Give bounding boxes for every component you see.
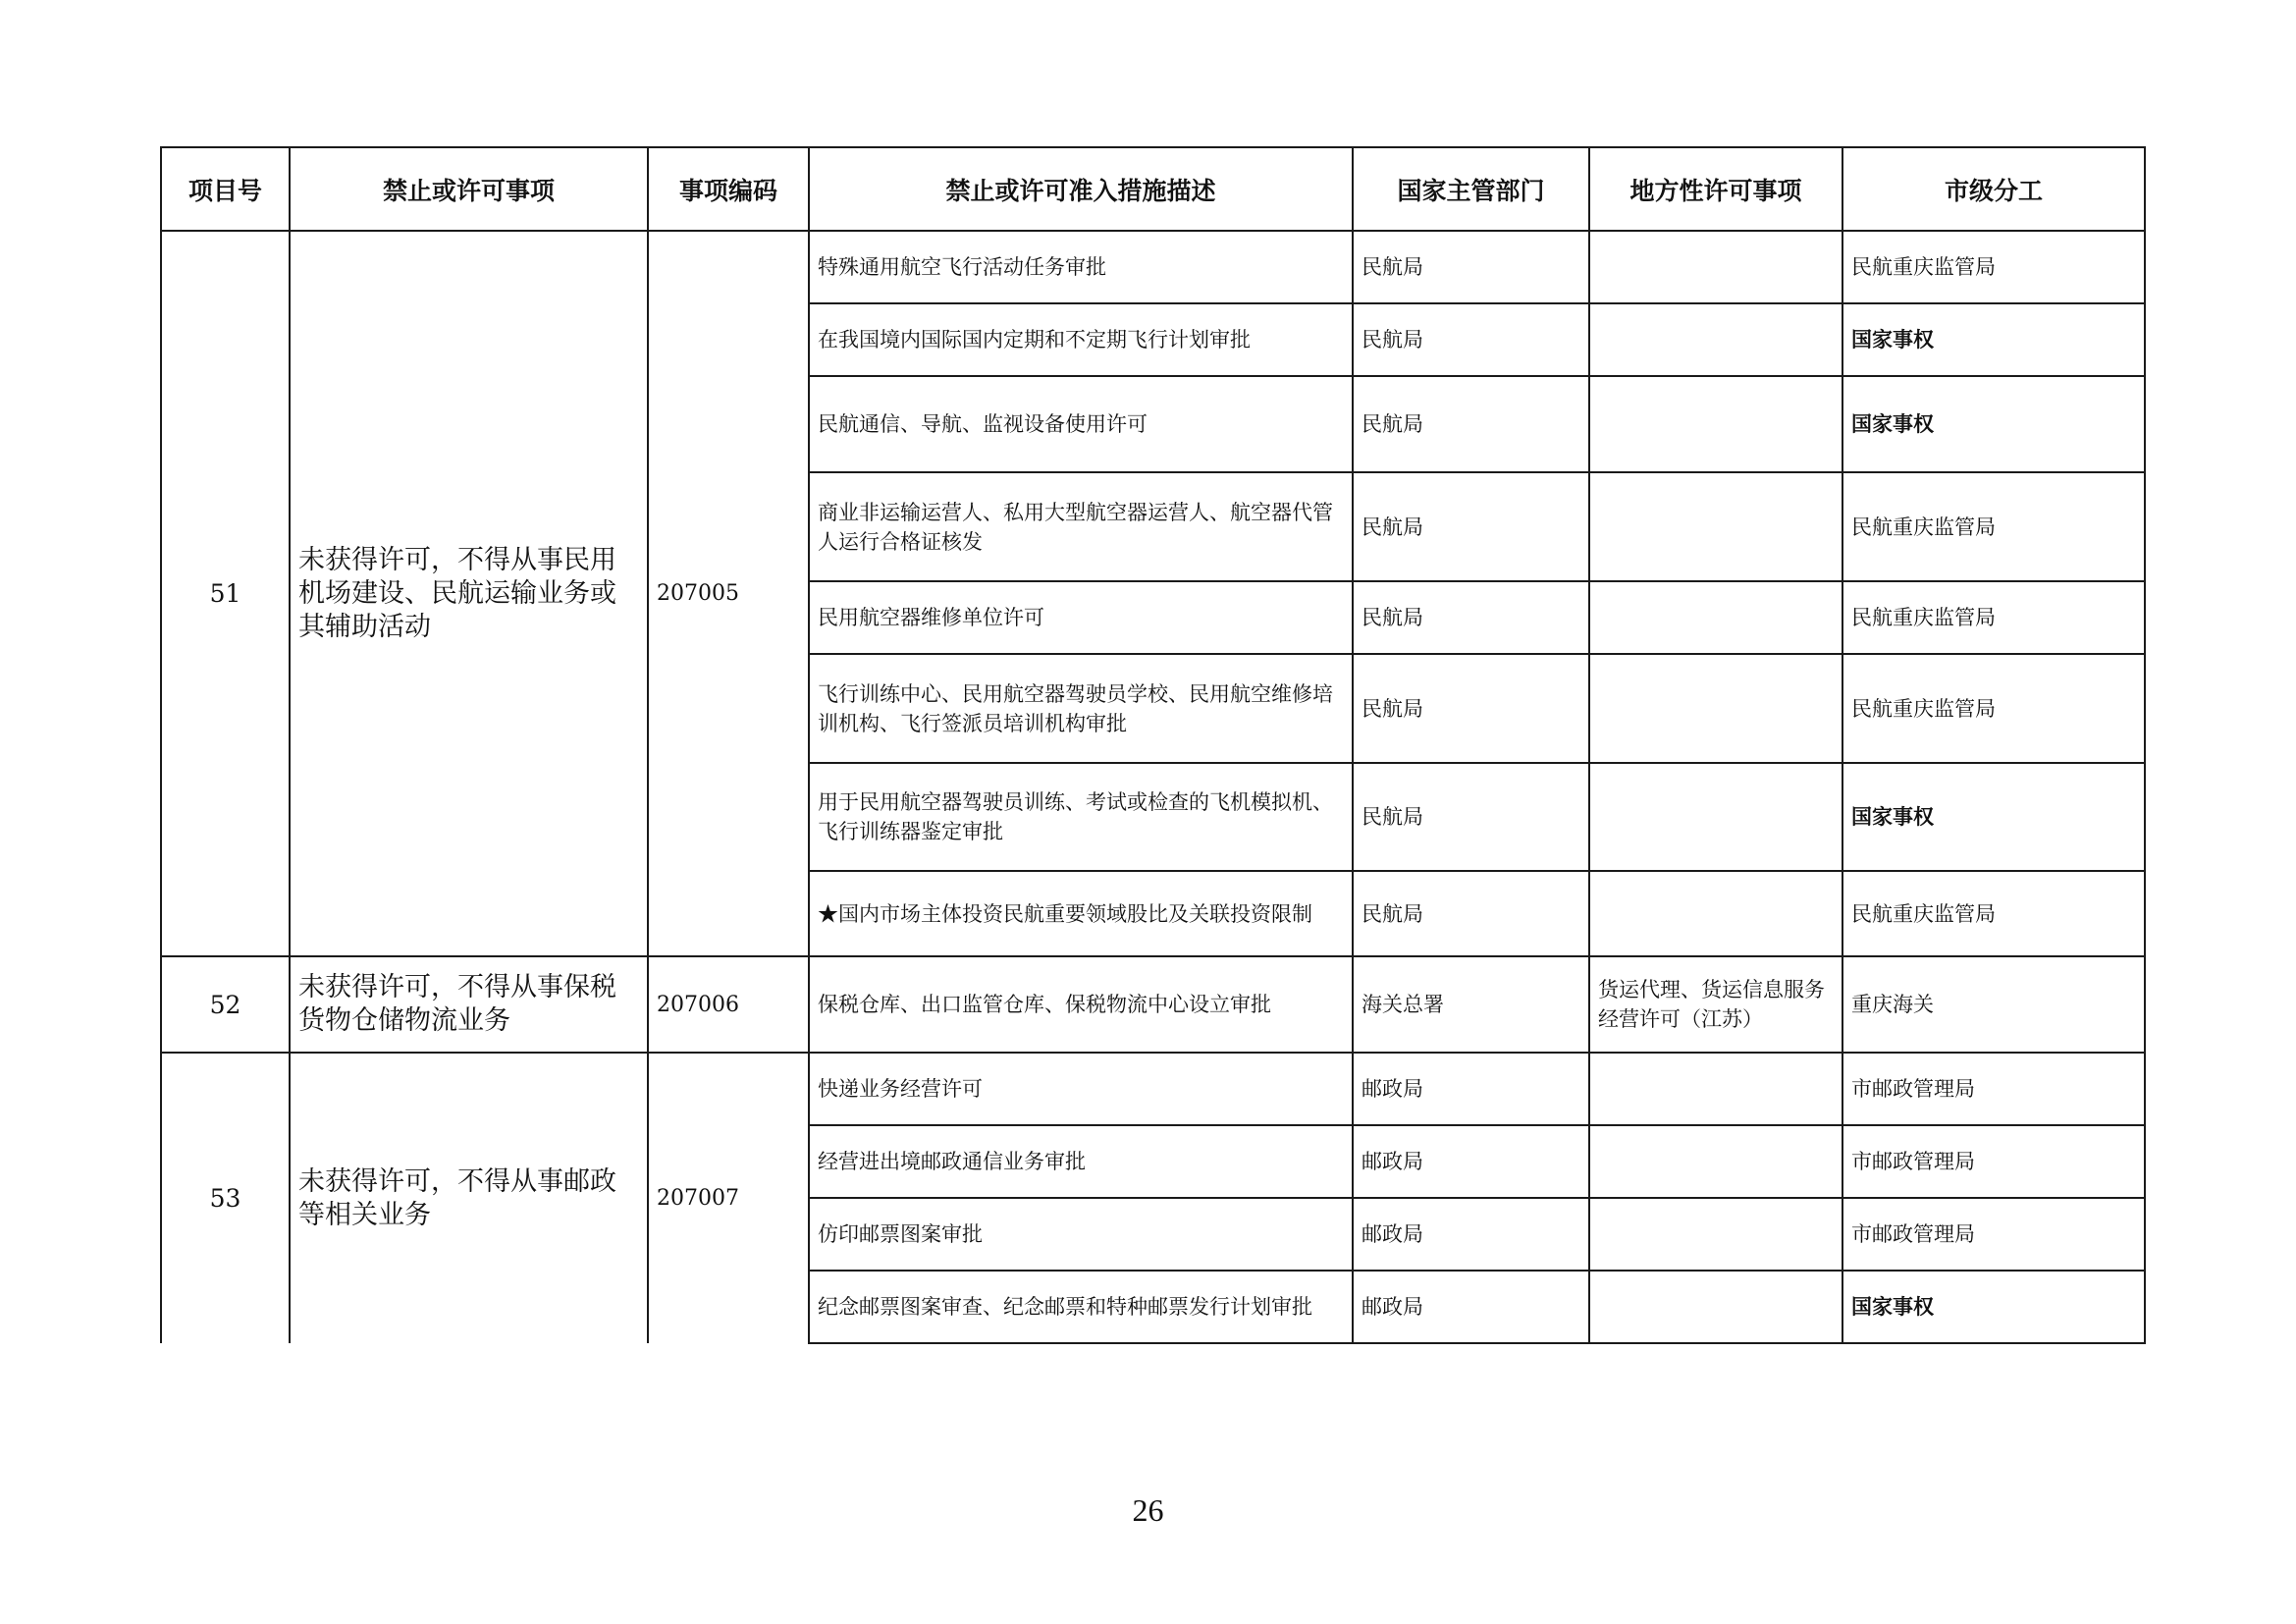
measure-description: 在我国境内国际国内定期和不定期飞行计划审批 <box>809 303 1353 376</box>
measure-description: 飞行训练中心、民用航空器驾驶员学校、民用航空维修培训机构、飞行签派员培训机构审批 <box>809 654 1353 763</box>
header-measure-description: 禁止或许可准入措施描述 <box>809 147 1353 231</box>
local-permit: 货运代理、货运信息服务经营许可（江苏） <box>1589 956 1842 1053</box>
city-division: 市邮政管理局 <box>1842 1053 2145 1125</box>
header-city-division: 市级分工 <box>1842 147 2145 231</box>
city-division: 民航重庆监管局 <box>1842 654 2145 763</box>
local-permit <box>1589 763 1842 871</box>
national-dept: 邮政局 <box>1353 1198 1589 1271</box>
national-dept: 邮政局 <box>1353 1125 1589 1198</box>
table-header-row <box>161 147 2145 231</box>
local-permit <box>1589 1198 1842 1271</box>
item-code: 207006 <box>648 956 809 1053</box>
table-row <box>161 231 2145 303</box>
table-row <box>161 956 2145 1053</box>
national-dept: 邮政局 <box>1353 1053 1589 1125</box>
measure-description: 民航通信、导航、监视设备使用许可 <box>809 376 1353 472</box>
local-permit <box>1589 472 1842 581</box>
local-permit <box>1589 1125 1842 1198</box>
local-permit <box>1589 871 1842 956</box>
item-name: 未获得许可，不得从事保税货物仓储物流业务 <box>290 956 648 1053</box>
item-no: 51 <box>161 231 290 956</box>
measure-description: 商业非运输运营人、私用大型航空器运营人、航空器代管人运行合格证核发 <box>809 472 1353 581</box>
city-division: 国家事权 <box>1842 303 2145 376</box>
page-number: 26 <box>1132 1492 1164 1528</box>
national-dept: 海关总署 <box>1353 956 1589 1053</box>
measure-description: 仿印邮票图案审批 <box>809 1198 1353 1271</box>
city-division: 国家事权 <box>1842 763 2145 871</box>
measure-description: 经营进出境邮政通信业务审批 <box>809 1125 1353 1198</box>
city-division: 市邮政管理局 <box>1842 1198 2145 1271</box>
header-national-dept: 国家主管部门 <box>1353 147 1589 231</box>
city-division: 民航重庆监管局 <box>1842 472 2145 581</box>
measure-description: 纪念邮票图案审查、纪念邮票和特种邮票发行计划审批 <box>809 1271 1353 1343</box>
measure-description: 特殊通用航空飞行活动任务审批 <box>809 231 1353 303</box>
measure-description: 快递业务经营许可 <box>809 1053 1353 1125</box>
local-permit <box>1589 303 1842 376</box>
local-permit <box>1589 1271 1842 1343</box>
item-no: 52 <box>161 956 290 1053</box>
city-division: 重庆海关 <box>1842 956 2145 1053</box>
local-permit <box>1589 654 1842 763</box>
local-permit <box>1589 1053 1842 1125</box>
table-row <box>161 1053 2145 1125</box>
city-division: 民航重庆监管局 <box>1842 871 2145 956</box>
national-dept: 民航局 <box>1353 871 1589 956</box>
local-permit <box>1589 231 1842 303</box>
city-division: 国家事权 <box>1842 376 2145 472</box>
city-division: 民航重庆监管局 <box>1842 231 2145 303</box>
city-division: 民航重庆监管局 <box>1842 581 2145 654</box>
national-dept: 民航局 <box>1353 472 1589 581</box>
item-code: 207005 <box>648 231 809 956</box>
measure-description: 民用航空器维修单位许可 <box>809 581 1353 654</box>
item-code: 207007 <box>648 1053 809 1343</box>
national-dept: 民航局 <box>1353 303 1589 376</box>
measure-description: 用于民用航空器驾驶员训练、考试或检查的飞机模拟机、飞行训练器鉴定审批 <box>809 763 1353 871</box>
local-permit <box>1589 376 1842 472</box>
item-name: 未获得许可，不得从事邮政等相关业务 <box>290 1053 648 1343</box>
national-dept: 民航局 <box>1353 231 1589 303</box>
header-item-no: 项目号 <box>161 147 290 231</box>
national-dept: 邮政局 <box>1353 1271 1589 1343</box>
measure-description: 保税仓库、出口监管仓库、保税物流中心设立审批 <box>809 956 1353 1053</box>
item-no: 53 <box>161 1053 290 1343</box>
measure-description: ★国内市场主体投资民航重要领域股比及关联投资限制 <box>809 871 1353 956</box>
header-item-code: 事项编码 <box>648 147 809 231</box>
city-division: 国家事权 <box>1842 1271 2145 1343</box>
regulation-table <box>160 146 2146 1344</box>
city-division: 市邮政管理局 <box>1842 1125 2145 1198</box>
item-name: 未获得许可，不得从事民用机场建设、民航运输业务或其辅助活动 <box>290 231 648 956</box>
national-dept: 民航局 <box>1353 763 1589 871</box>
national-dept: 民航局 <box>1353 581 1589 654</box>
header-local-permit: 地方性许可事项 <box>1589 147 1842 231</box>
national-dept: 民航局 <box>1353 376 1589 472</box>
header-item-name: 禁止或许可事项 <box>290 147 648 231</box>
local-permit <box>1589 581 1842 654</box>
national-dept: 民航局 <box>1353 654 1589 763</box>
